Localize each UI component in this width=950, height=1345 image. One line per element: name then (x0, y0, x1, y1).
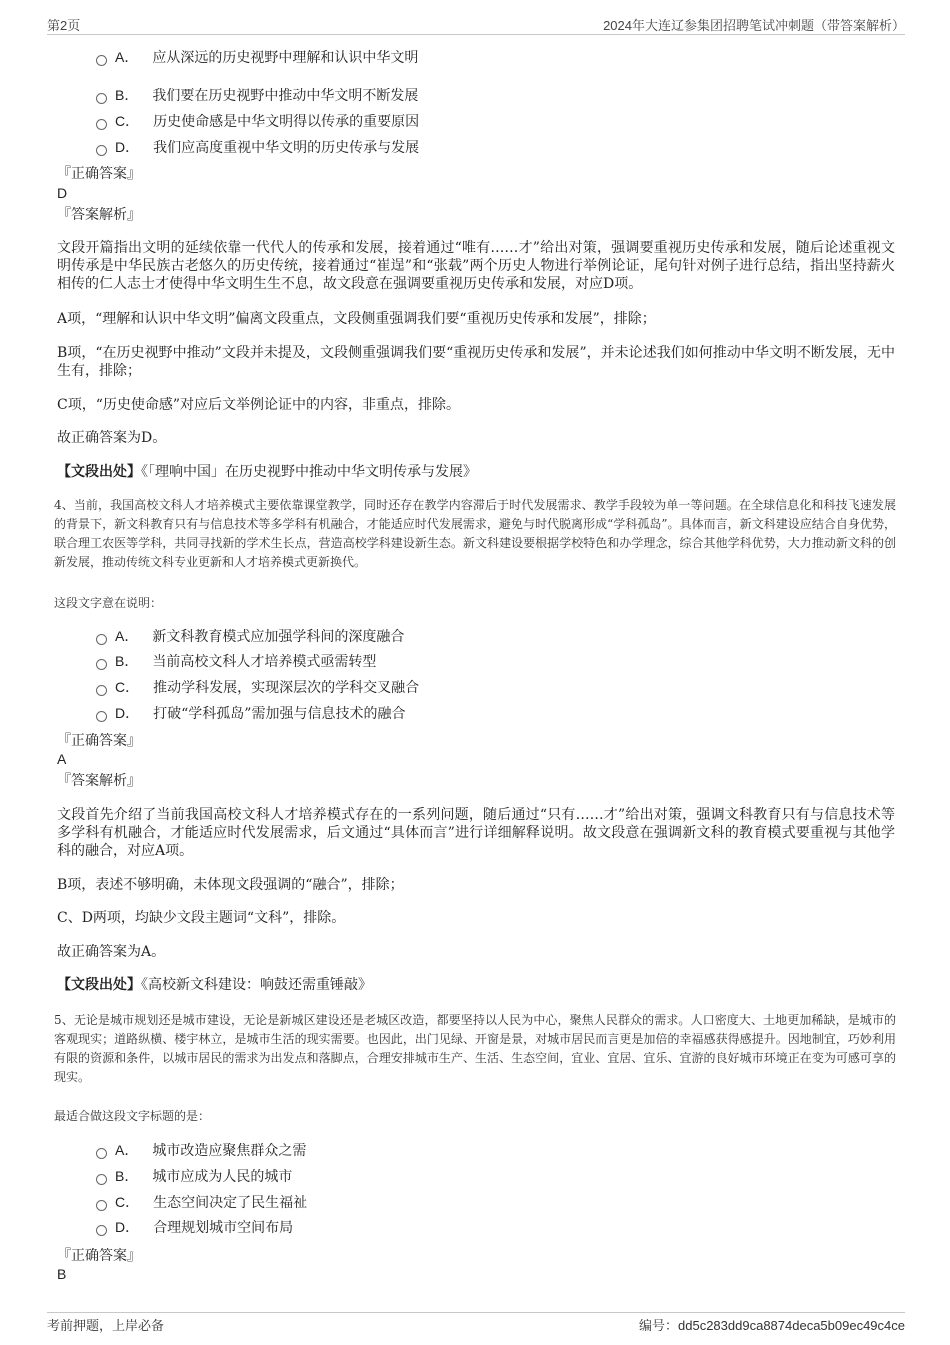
q3-answer: D (57, 185, 68, 201)
q4-analysis-paragraph: 文段首先介绍了当前我国高校文科人才培养模式存在的一系列问题，随后通过“只有……才”给出对策，强调文科教育只有与信息技术等多学科有机融合，才能适应时代发展需求，后文通过“具体而言”进行详细解释说明。故文段意在强调新文科的教育模式要重视与其他学科的融合，对应A项。 (57, 807, 895, 859)
radio-icon[interactable] (96, 1148, 107, 1159)
q3-analysis-label: 『答案解析』 (57, 207, 141, 223)
q5-option-a[interactable]: A． 城市改造应聚焦群众之需 (96, 1139, 306, 1161)
radio-icon[interactable] (96, 685, 107, 696)
q5-answer: B (57, 1266, 67, 1282)
q4-analysis-paragraph: C、D两项，均缺少文段主题词“文科”，排除。 (57, 910, 346, 926)
q3-analysis-paragraph: A项，“理解和认识中华文明”偏离文段重点，文段侧重强调我们要“重视历史传承和发展”，排除； (57, 311, 656, 327)
q4-prompt: 这段文字意在说明： (54, 596, 163, 610)
page-number: 第2页 (47, 18, 81, 33)
q4-analysis-label: 『答案解析』 (57, 773, 141, 789)
q4-option-d[interactable]: D． 打破“学科孤岛”需加强与信息技术的融合 (96, 702, 405, 724)
radio-icon[interactable] (96, 145, 107, 156)
q4-analysis-paragraph: B项，表述不够明确，未体现文段强调的“融合”，排除； (57, 877, 404, 893)
q3-analysis-paragraph: C项，“历史使命感”对应后文举例论证中的内容，非重点，排除。 (57, 397, 461, 413)
q5-option-d[interactable]: D． 合理规划城市空间布局 (96, 1216, 293, 1238)
q4-answer-label: 『正确答案』 (57, 733, 141, 749)
q5-prompt: 最适合做这段文字标题的是： (54, 1109, 211, 1123)
q3-option-a[interactable]: A． 应从深远的历史视野中理解和认识中华文明 (96, 46, 418, 68)
radio-icon[interactable] (96, 1200, 107, 1211)
document-title: 2024年大连辽参集团招聘笔试冲刺题（带答案解析） (603, 18, 905, 33)
q5-option-c[interactable]: C． 生态空间决定了民生福祉 (96, 1191, 307, 1213)
q4-option-c[interactable]: C． 推动学科发展，实现深层次的学科交叉融合 (96, 676, 419, 698)
radio-icon[interactable] (96, 1225, 107, 1236)
q3-analysis-paragraph: 故正确答案为D。 (57, 430, 167, 446)
radio-icon[interactable] (96, 634, 107, 645)
q4-source: 【文段出处】《高校新文科建设：响鼓还需重锤敲》 (57, 977, 372, 993)
q3-analysis-paragraph: B项，“在历史视野中推动”文段并未提及，文段侧重强调我们要“重视历史传承和发展”，并未论述我们如何推动中华文明不断发展，无中生有，排除； (57, 345, 895, 379)
page-footer (47, 1312, 905, 1337)
q4-option-a[interactable]: A． 新文科教育模式应加强学科间的深度融合 (96, 625, 404, 647)
q5-option-b[interactable]: B． 城市应成为人民的城市 (96, 1165, 292, 1187)
q3-source: 【文段出处】《「理响中国」在历史视野中推动中华文明传承与发展》 (57, 464, 477, 480)
radio-icon[interactable] (96, 659, 107, 670)
q4-answer: A (57, 751, 67, 767)
radio-icon[interactable] (96, 93, 107, 104)
q3-option-b[interactable]: B． 我们要在历史视野中推动中华文明不断发展 (96, 84, 418, 106)
q3-option-d[interactable]: D． 我们应高度重视中华文明的历史传承与发展 (96, 136, 419, 158)
radio-icon[interactable] (96, 119, 107, 130)
q3-option-c[interactable]: C． 历史使命感是中华文明得以传承的重要原因 (96, 110, 419, 132)
q3-analysis-paragraph: 文段开篇指出文明的延续依靠一代代人的传承和发展，接着通过“唯有……才”给出对策，强调要重视历史传承和发展，随后论述重视文明传承是中华民族古老悠久的历史传统，接着通过“崔逞”和“张载”两个历史人物进行举例论证，尾句针对例子进行总结，指出坚持薪火相传的仁人志士才使得中华文明生生不息，故文段意在强调要重视历史传承和发展，对应D项。 (57, 240, 895, 292)
q5-answer-label: 『正确答案』 (57, 1248, 141, 1264)
radio-icon[interactable] (96, 1174, 107, 1185)
document-serial: 编号：dd5c283dd9ca8874deca5b09ec49c4ce (639, 1318, 905, 1334)
q4-analysis-paragraph: 故正确答案为A。 (57, 944, 166, 960)
q5-stem: 5、无论是城市规划还是城市建设，无论是新城区建设还是老城区改造，都要坚持以人民为中心，聚焦人民群众的需求。人口密度大、土地更加稀缺，是城市的客观现实；道路纵横、楼宇林立，是城市生活的现实需要。也因此，出门见绿、开窗是景，对城市居民而言更是加倍的幸福感获得感提升。因地制宜，巧妙利用有限的资源和条件，以城市居民的需求为出发点和落脚点，合理安排城市生产、生活、生态空间，宜业、宜居、宜乐、宜游的良好城市环境正在变为可感可享的现实。 (54, 1013, 896, 1084)
q4-stem: 4、当前，我国高校文科人才培养模式主要依靠课堂教学，同时还存在教学内容滞后于时代发展需求、教学手段较为单一等问题。在全球信息化和科技飞速发展的背景下，新文科教育只有与信息技术等多学科有机融合，才能适应时代发展需求，避免与时代脱离形成“学科孤岛”。具体而言，新文科建设应结合自身优势，联合理工农医等学科，共同寻找新的学术生长点，营造高校学科建设新生态。新文科建设要根据学校特色和办学理念，综合其他学科优势，大力推动新文科的创新发展，推动传统文科专业更新和人才培养模式更新换代。 (54, 498, 896, 569)
q3-answer-label: 『正确答案』 (57, 166, 141, 182)
radio-icon[interactable] (96, 55, 107, 66)
footer-slogan: 考前押题，上岸必备 (47, 1319, 165, 1334)
page-header (47, 14, 905, 35)
q4-option-b[interactable]: B． 当前高校文科人才培养模式亟需转型 (96, 650, 376, 672)
radio-icon[interactable] (96, 711, 107, 722)
